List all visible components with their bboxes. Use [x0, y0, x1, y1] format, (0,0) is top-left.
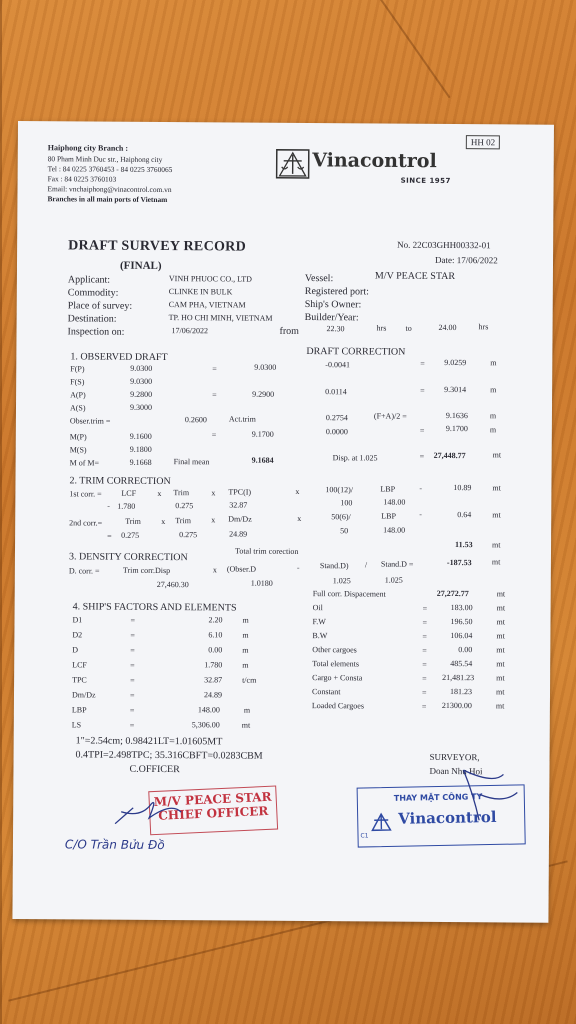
factor-label: LBP: [71, 705, 87, 715]
factor-value: 5,306.00: [191, 720, 220, 730]
second-corr-trim1: 0.275: [121, 530, 140, 540]
vessel-value: M/V PEACE STAR: [374, 270, 456, 283]
eq: =: [130, 615, 136, 625]
factors-table: [72, 615, 293, 737]
summary-label: Constant: [311, 687, 341, 697]
minus-sign: -: [107, 501, 111, 511]
surveyor-label: SURVEYOR,: [429, 751, 480, 763]
branch-email: Email: vnchaiphong@vinacontrol.com.vn: [47, 184, 172, 195]
summary-label: Full corr. Dispacement: [312, 589, 386, 599]
summary-value: 181.23: [449, 687, 473, 697]
factors-heading: 4. SHIP'S FACTORS AND ELEMENTS: [72, 601, 237, 614]
stamp-company-name: Vinacontrol: [398, 807, 497, 828]
commodity-value: CLINKE IN BULK: [168, 287, 233, 297]
eq: =: [129, 705, 135, 715]
record-number: No. 22C03GHH00332-01: [397, 239, 491, 251]
unit-mt: mt: [492, 483, 501, 493]
act-trim-label: Act.trim: [228, 414, 256, 424]
fa2-label: (F+A)/2 =: [373, 411, 407, 421]
eq: =: [420, 385, 425, 395]
correction-heading: DRAFT CORRECTION: [306, 346, 406, 358]
factor-value: 1.780: [204, 660, 223, 670]
m-correction: 0.0000: [325, 427, 348, 437]
document-subtitle: (FINAL): [119, 259, 162, 273]
summary-unit: mt: [496, 645, 505, 655]
branch-list: Branches in all main ports of Vietnam: [47, 194, 168, 205]
density-stand-value-2: 1.025: [384, 575, 403, 585]
eq: =: [212, 364, 217, 374]
stamp-vessel-name: M/V PEACE STAR: [153, 789, 272, 810]
final-mean-label: Final mean: [173, 457, 210, 467]
observed-heading: 1. OBSERVED DRAFT: [70, 351, 168, 364]
registered-port-label: Registered port:: [304, 286, 370, 298]
x-sign: x: [157, 488, 162, 499]
second-corr-50b: 50: [340, 526, 349, 536]
factor-label: D2: [72, 630, 83, 640]
f-mean: 9.0300: [254, 362, 277, 372]
scales-icon: [276, 149, 310, 179]
unit-m: m: [489, 425, 497, 435]
fp-label: F(P): [70, 364, 85, 374]
unit-m: m: [490, 358, 497, 368]
dmdz-label: Dm/Dz: [228, 514, 252, 524]
trim-label: Trim: [125, 516, 141, 526]
factor-value: 2.20: [208, 615, 223, 625]
eq: =: [130, 630, 135, 640]
density-disp-value: 27,460.30: [156, 579, 189, 590]
minus-sign: -: [419, 509, 422, 519]
stand-d2-label: Stand.D =: [380, 559, 414, 569]
factor-row: [72, 645, 292, 662]
eq: =: [107, 531, 112, 541]
branch-title: Haiphong city Branch :: [47, 143, 129, 153]
summary-row: [312, 659, 532, 675]
first-corr-trim: 0.275: [175, 501, 194, 511]
trim-label: Trim: [175, 516, 191, 526]
logo-since: SINCE 1957: [400, 176, 451, 186]
summary-op: =: [422, 603, 428, 613]
lbp-label: LBP: [380, 484, 396, 494]
factor-row: [72, 615, 292, 632]
x-sign: x: [211, 488, 216, 498]
summary-unit: mt: [496, 631, 505, 641]
summary-value: 196.50: [450, 617, 473, 627]
summary-row: [312, 701, 532, 717]
place-label: Place of survey:: [67, 300, 133, 312]
summary-row: [312, 617, 532, 633]
builder-label: Builder/Year:: [304, 312, 359, 324]
summary-op: =: [422, 659, 427, 669]
second-corr-trim2: 0.275: [179, 530, 198, 540]
from-time: 22.30: [326, 324, 345, 334]
second-corr-lbp: 148.00: [383, 525, 406, 535]
destination-label: Destination:: [67, 313, 117, 325]
to-label: to: [405, 323, 412, 333]
branch-fax: Fax : 84 0225 3760103: [47, 174, 117, 184]
as-value: 9.3000: [129, 402, 153, 412]
unit-mt: mt: [492, 450, 502, 460]
summary-value: 485.54: [450, 659, 473, 669]
final-mean-value: 9.1684: [251, 455, 274, 465]
density-heading: 3. DENSITY CORRECTION: [68, 551, 188, 564]
applicant-label: Applicant:: [67, 274, 111, 286]
eq: =: [211, 430, 217, 440]
a-mean: 9.2900: [252, 389, 275, 399]
surveyor-signature: [433, 764, 523, 825]
ap-value: 9.2800: [130, 389, 153, 399]
commodity-label: Commodity:: [67, 287, 119, 299]
unit-mt: mt: [492, 510, 501, 520]
scales-icon: [370, 812, 392, 832]
summary-unit: mt: [495, 687, 505, 697]
summary-row: [312, 673, 532, 689]
factor-unit: m: [242, 630, 249, 640]
summary-value: 183.00: [450, 603, 473, 613]
summary-label: F.W: [312, 617, 326, 627]
density-stand-value: 1.025: [332, 576, 351, 586]
mp-value: 9.1600: [129, 431, 152, 441]
inspection-label: Inspection on:: [67, 326, 125, 338]
summary-row: [312, 631, 532, 647]
hrs-label-1: hrs: [376, 323, 387, 333]
disp-value: 27,448.77: [433, 450, 466, 461]
summary-value: 0.00: [458, 645, 473, 655]
summary-label: B.W: [312, 631, 328, 641]
a-result: 9.3014: [444, 384, 467, 395]
x-sign: x: [295, 486, 300, 496]
summary-label: Other cargoes: [312, 645, 357, 655]
summary-value: 27,272.77: [436, 588, 469, 599]
factor-unit: m: [242, 660, 249, 670]
eq: =: [212, 390, 217, 400]
eq: =: [419, 451, 425, 461]
m-mean: 9.1700: [251, 429, 274, 439]
factor-row: [72, 705, 292, 722]
second-corr-result: 0.64: [457, 510, 472, 520]
summary-value: 106.04: [450, 631, 473, 641]
first-corr-result: 10.89: [453, 483, 472, 493]
chief-officer-signature: [111, 794, 231, 835]
from-label: from: [279, 325, 300, 337]
summary-op: =: [422, 673, 427, 683]
handwritten-name: C/O Trần Bửu Đồ: [64, 837, 165, 853]
first-corr-label: 1st corr. =: [69, 489, 102, 499]
summary-row: [312, 645, 532, 661]
fs-value: 9.0300: [130, 376, 153, 386]
eq: =: [129, 720, 135, 730]
stand-d-label: Stand.D): [319, 561, 349, 571]
factor-value: 0.00: [208, 645, 223, 655]
second-corr-label: 2nd corr.=: [69, 518, 103, 528]
branch-address: 80 Pham Minh Duc str., Haiphong city: [47, 154, 163, 165]
x-sign: x: [161, 517, 166, 527]
summary-row: [313, 589, 533, 605]
second-corr-50: 50(6)/: [331, 512, 351, 522]
ms-value: 9.1800: [129, 444, 152, 454]
eq: =: [419, 425, 425, 435]
factor-row: [72, 690, 292, 707]
trim-correction: 0.2754: [325, 413, 348, 423]
summary-unit: mt: [496, 659, 505, 669]
eq: =: [130, 645, 135, 655]
slash-sign: /: [364, 560, 368, 570]
minus-sign: -: [296, 562, 300, 572]
conversion-line-1: 1"=2.54cm; 0.98421LT=1.01605MT: [75, 735, 223, 748]
summary-label: Loaded Cargoes: [311, 701, 365, 711]
trim-heading: 2. TRIM CORRECTION: [69, 475, 171, 488]
inspection-value: 17/06/2022: [171, 326, 209, 336]
density-result: -187.53: [446, 558, 472, 568]
f-correction: -0.0041: [325, 360, 351, 370]
factor-unit: m: [243, 705, 251, 715]
vinacontrol-logo: [276, 149, 437, 180]
summary-unit: mt: [496, 589, 506, 599]
summary-unit: mt: [496, 673, 505, 683]
to-time: 24.00: [438, 322, 457, 333]
form-code-box: HH 02: [466, 135, 500, 149]
factor-unit: m: [242, 615, 249, 625]
factor-value: 6.10: [208, 630, 223, 640]
owner-label: Ship's Owner:: [304, 299, 362, 311]
eq: =: [129, 690, 135, 700]
x-sign: x: [297, 513, 302, 523]
factor-label: LCF: [72, 660, 87, 670]
tpc-label: TPC(I): [228, 487, 252, 497]
destination-value: TP. HO CHI MINH, VIETNAM: [168, 313, 273, 323]
density-obser-value: 1.0180: [250, 578, 273, 588]
summary-op: =: [422, 631, 427, 641]
c-officer-label: C.OFFICER: [129, 763, 180, 776]
unit-m: m: [489, 411, 497, 421]
place-value: CAM PHA, VIETNAM: [168, 300, 246, 310]
first-corr-tpc: 32.87: [229, 500, 248, 510]
minus-sign: -: [419, 483, 423, 493]
trim-corr-disp-label: Trim corr.Disp: [122, 565, 171, 576]
f-result: 9.0259: [444, 357, 467, 368]
trim-label: Trim: [173, 488, 190, 498]
m-result: 9.1700: [445, 423, 468, 434]
unit-mt: mt: [491, 557, 501, 567]
summary-row: [312, 687, 532, 703]
x-sign: x: [211, 515, 216, 525]
factor-label: D: [72, 645, 79, 655]
trim-total: 11.53: [455, 540, 473, 550]
document-title: DRAFT SURVEY RECORD: [68, 238, 247, 255]
summary-op: =: [422, 645, 427, 655]
obser-trim-label: Obser.trim =: [69, 416, 111, 426]
factor-value: 24.89: [203, 690, 223, 700]
summary-row: [313, 603, 533, 619]
factor-value: 32.87: [204, 675, 223, 685]
factor-label: LS: [71, 720, 82, 730]
summary-unit: mt: [495, 701, 505, 711]
factor-unit: m: [242, 645, 249, 655]
x-sign: x: [212, 565, 217, 575]
eq: =: [420, 358, 425, 368]
factor-row: [72, 720, 292, 737]
summary-unit: mt: [496, 617, 505, 627]
first-corr-lbp: 148.00: [383, 497, 406, 507]
obser-d-label: (Obser.D: [226, 564, 257, 574]
disp-label: Disp. at 1.025: [332, 453, 378, 463]
as-label: A(S): [69, 403, 86, 413]
factor-row: [72, 675, 292, 692]
stamp-code: C1: [360, 832, 369, 840]
survey-document: [12, 121, 554, 923]
summary-table: [312, 589, 533, 717]
record-date: Date: 17/06/2022: [435, 254, 498, 266]
summary-unit: mt: [496, 603, 506, 613]
unit-m: m: [490, 385, 497, 395]
factor-unit: t/cm: [242, 675, 257, 685]
factor-row: [72, 660, 292, 677]
first-corr-100b: 100: [340, 498, 353, 508]
first-corr-100: 100(12)/: [325, 485, 354, 495]
mofm-value: 9.1668: [129, 457, 152, 467]
stamp-company-line: THAY MẶT CÔNG TY: [393, 792, 483, 803]
fp-value: 9.0300: [130, 363, 153, 373]
summary-label: Total elements: [312, 659, 360, 669]
obser-trim-value: 0.2600: [184, 415, 207, 425]
summary-value: 21,481.23: [442, 672, 475, 683]
summary-op: =: [421, 687, 427, 697]
unit-mt: mt: [492, 540, 501, 550]
second-corr-dmdz: 24.89: [229, 529, 248, 539]
fa2-value: 9.1636: [445, 410, 468, 421]
summary-value: 21300.00: [441, 700, 472, 711]
eq: =: [130, 660, 135, 670]
factor-value: 148.00: [197, 705, 220, 715]
summary-label: Cargo + Consta: [312, 673, 363, 683]
factor-row: [72, 630, 292, 647]
summary-label: Oil: [312, 603, 323, 613]
a-correction: 0.0114: [325, 387, 347, 397]
factor-label: Dm/Dz: [71, 690, 96, 700]
ms-label: M(S): [69, 445, 87, 455]
first-corr-lcf: 1.780: [117, 501, 136, 511]
fs-label: F(S): [70, 377, 85, 387]
summary-op: =: [421, 701, 427, 711]
surveyor-name: Doan Nhu Hoi: [429, 765, 483, 777]
factor-unit: mt: [241, 720, 251, 730]
density-corr-label: D. corr. =: [68, 566, 100, 576]
stamp-rank: CHIEF OFFICER: [158, 803, 269, 823]
applicant-value: VINH PHUOC CO., LTD: [168, 274, 252, 284]
hrs-label-2: hrs: [478, 322, 489, 332]
lbp-label: LBP: [381, 511, 396, 521]
mp-label: M(P): [69, 432, 87, 442]
factor-label: TPC: [72, 675, 87, 685]
mofm-label: M of M=: [69, 458, 100, 468]
conversion-line-2: 0.4TPI=2.498TPC; 35.316CBFT=0.0283CBM: [75, 749, 263, 762]
eq: =: [130, 675, 135, 685]
summary-op: =: [422, 617, 428, 627]
logo-wordmark: Vinacontrol: [312, 149, 437, 173]
ap-label: A(P): [70, 390, 86, 400]
total-trim-label: Total trim corection: [234, 546, 299, 556]
lcf-label: LCF: [121, 488, 137, 498]
branch-tel: Tel : 84 0225 3760453 - 84 0225 3760065: [47, 164, 173, 175]
vessel-label: Vessel:: [304, 273, 334, 285]
factor-label: D1: [72, 615, 83, 625]
